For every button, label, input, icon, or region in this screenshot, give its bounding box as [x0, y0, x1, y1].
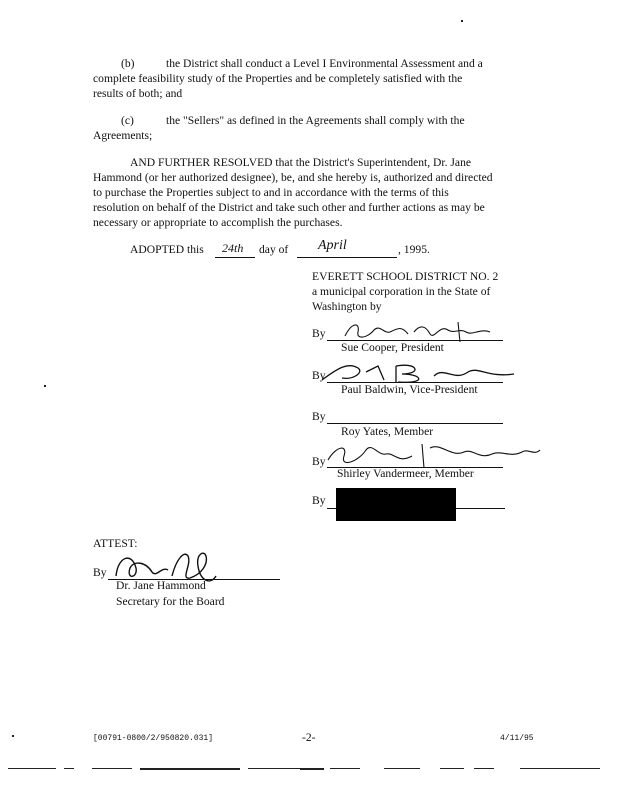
attest-by: By	[93, 566, 107, 579]
signer-1-by: By	[312, 327, 326, 340]
bottom-scan-line	[520, 768, 600, 769]
bottom-scan-line	[300, 768, 324, 770]
para-b-line3: results of both; and	[93, 87, 183, 100]
signer-2-by: By	[312, 369, 326, 382]
attest-name: Dr. Jane Hammond	[116, 579, 206, 592]
para-b-line2: complete feasibility study of the Properties and be completely satisfied with the	[93, 72, 463, 85]
para-b-label: (b)	[121, 57, 135, 70]
bottom-scan-line	[330, 768, 360, 769]
adopted-day-handwritten: 24th	[222, 241, 244, 255]
footer-date: 4/11/95	[500, 734, 534, 743]
resolved-line3: to purchase the Properties subject to and in accordance with the terms of this	[93, 186, 449, 199]
adopted-month-line	[297, 257, 397, 258]
adopted-prefix: ADOPTED this	[130, 243, 204, 256]
adopted-day-line	[215, 257, 255, 258]
signer-4-name: Shirley Vandermeer, Member	[337, 467, 474, 480]
scan-speck	[12, 735, 14, 737]
scan-speck	[44, 385, 46, 387]
bottom-scan-line	[92, 768, 132, 769]
signer-3-by: By	[312, 410, 326, 423]
signer-1-name: Sue Cooper, President	[341, 341, 444, 354]
para-c-label: (c)	[121, 114, 134, 127]
footer-page-number: -2-	[302, 731, 316, 744]
signer-5-by: By	[312, 494, 326, 507]
bottom-scan-line	[140, 768, 240, 770]
redaction-box	[336, 488, 456, 521]
para-c-line1: the "Sellers" as defined in the Agreements shall comply with the	[166, 114, 465, 127]
district-line3: Washington by	[312, 300, 382, 313]
district-line2: a municipal corporation in the State of	[312, 285, 491, 298]
signer-3-line	[327, 423, 503, 424]
resolved-line5: necessary or appropriate to accomplish the purchases.	[93, 216, 343, 229]
bottom-scan-line	[474, 768, 494, 769]
adopted-day-of: day of	[259, 243, 289, 256]
scan-speck	[461, 20, 463, 22]
signer-4-by: By	[312, 455, 326, 468]
para-b-line1: the District shall conduct a Level I Environmental Assessment and a	[166, 57, 483, 70]
resolved-line4: resolution on behalf of the District and take such other and further actions as may be	[93, 201, 485, 214]
bottom-scan-line	[8, 768, 56, 769]
attest-label: ATTEST:	[93, 537, 138, 550]
district-name: EVERETT SCHOOL DISTRICT NO. 2	[312, 270, 499, 283]
signer-2-name: Paul Baldwin, Vice-President	[341, 383, 478, 396]
bottom-scan-line	[384, 768, 420, 769]
attest-title: Secretary for the Board	[116, 595, 225, 608]
bottom-scan-line	[64, 768, 74, 769]
para-c-line2: Agreements;	[93, 129, 153, 142]
bottom-scan-line	[440, 768, 464, 769]
resolved-line2: Hammond (or her authorized designee), be, and she hereby is, authorized and directed	[93, 171, 493, 184]
resolved-line1: AND FURTHER RESOLVED that the District's Superintendent, Dr. Jane	[130, 156, 472, 169]
adopted-month-handwritten: April	[318, 238, 347, 253]
footer-doc-id: [00791-0800/2/950820.031]	[93, 734, 214, 743]
signer-3-name: Roy Yates, Member	[341, 425, 434, 438]
adopted-year: , 1995.	[398, 243, 430, 256]
